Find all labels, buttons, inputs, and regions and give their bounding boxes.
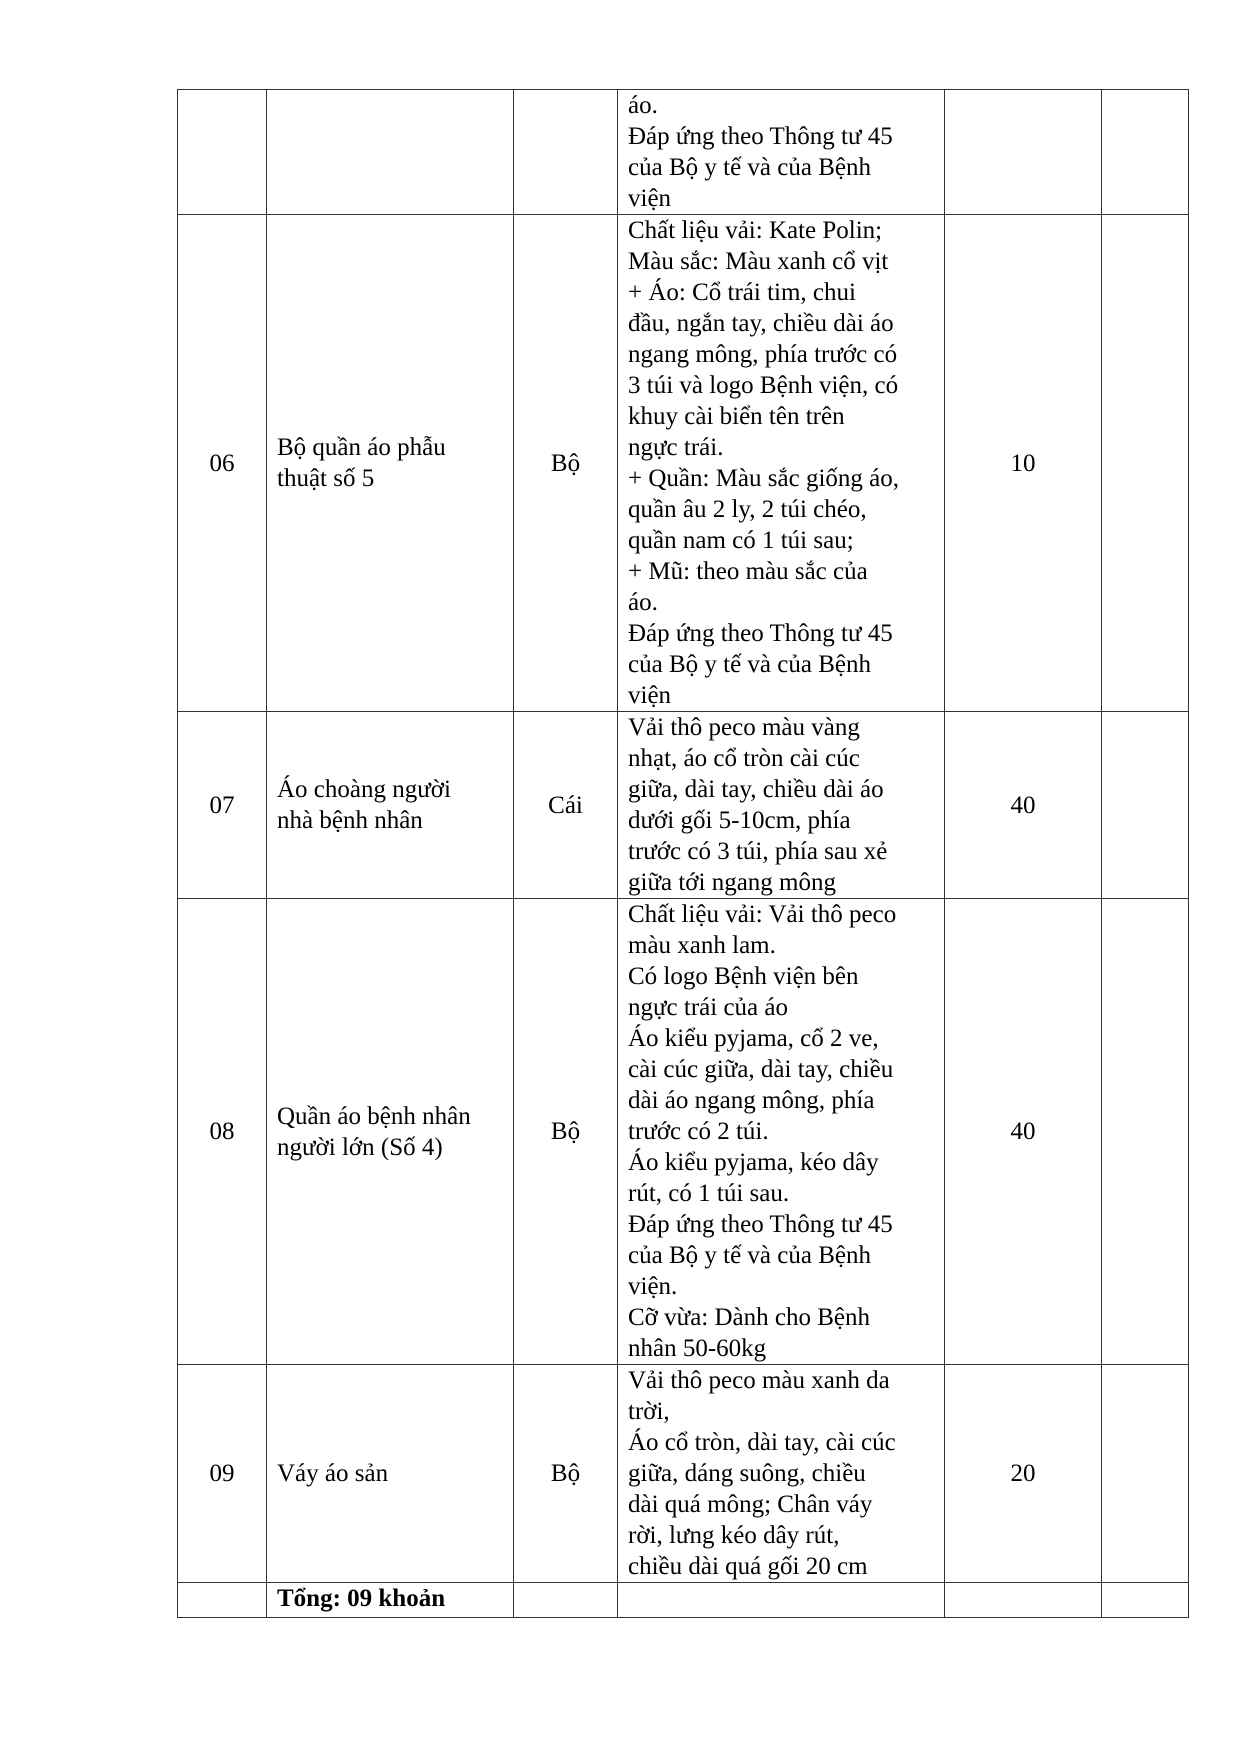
table-row xyxy=(178,90,1189,215)
item-name-line: Bộ quần áo phẫu xyxy=(277,434,446,461)
item-specification-line: Màu sắc: Màu xanh cổ vịt xyxy=(628,248,889,275)
item-specification-line: + Áo: Cổ trái tim, chui xyxy=(628,279,856,306)
table-body xyxy=(178,90,1189,1618)
item-specification-line: dưới gối 5-10cm, phía xyxy=(628,807,851,834)
item-specification-line: ngang mông, phía trước có xyxy=(628,341,898,368)
item-specification-line: viện xyxy=(628,185,672,212)
item-note xyxy=(1102,1365,1189,1583)
total-label: Tổng: 09 khoản xyxy=(267,1583,514,1618)
item-specification xyxy=(618,899,945,1365)
item-specification-line: Có logo Bệnh viện bên xyxy=(628,963,859,990)
item-note xyxy=(1102,215,1189,712)
item-specification-line: Đáp ứng theo Thông tư 45 xyxy=(628,620,893,647)
item-specification-line: ngực trái của áo xyxy=(628,994,788,1021)
item-specification-line: đầu, ngắn tay, chiều dài áo xyxy=(628,310,894,337)
item-specification-line: chiều dài quá gối 20 cm xyxy=(628,1553,868,1580)
item-specification-line: của Bộ y tế và của Bệnh xyxy=(628,651,871,678)
item-specification-line: 3 túi và logo Bệnh viện, có xyxy=(628,372,899,399)
item-specification-line: Áo cổ tròn, dài tay, cài cúc xyxy=(628,1429,896,1456)
item-unit: Bộ xyxy=(514,215,618,712)
item-quantity: 40 xyxy=(945,899,1102,1365)
total-row xyxy=(178,1583,1189,1618)
total-empty-cell xyxy=(178,1583,267,1618)
item-specification-line: Áo kiểu pyjama, cổ 2 ve, xyxy=(628,1025,879,1052)
item-note xyxy=(1102,899,1189,1365)
item-specification xyxy=(618,90,945,215)
item-number: 09 xyxy=(178,1365,267,1583)
item-specification-line: rút, có 1 túi sau. xyxy=(628,1180,790,1207)
item-name-line: nhà bệnh nhân xyxy=(277,807,423,834)
item-specification-line: Đáp ứng theo Thông tư 45 xyxy=(628,1211,893,1238)
total-empty-cell xyxy=(514,1583,618,1618)
item-specification-line: viện xyxy=(628,682,672,709)
total-empty-cell xyxy=(1102,1583,1189,1618)
item-number xyxy=(178,90,267,215)
item-quantity xyxy=(945,90,1102,215)
item-name-line: Quần áo bệnh nhân xyxy=(277,1102,471,1130)
item-specification-line: trời, xyxy=(628,1398,670,1425)
item-specification-line: Vải thô peco màu vàng xyxy=(628,714,860,741)
item-quantity: 10 xyxy=(945,215,1102,712)
item-specification-line: trước có 3 túi, phía sau xẻ xyxy=(628,838,888,865)
item-specification-line: dài quá mông; Chân váy xyxy=(628,1491,873,1518)
item-name xyxy=(267,899,514,1365)
item-specification-line: Đáp ứng theo Thông tư 45 xyxy=(628,123,893,150)
item-specification-line: + Mũ: theo màu sắc của xyxy=(628,558,868,585)
item-number: 06 xyxy=(178,215,267,712)
item-specification-line: nhân 50-60kg xyxy=(628,1335,767,1362)
specification-table xyxy=(177,89,1189,1618)
item-specification-line: Vải thô peco màu xanh da xyxy=(628,1367,890,1394)
table-row xyxy=(178,712,1189,899)
total-empty-cell xyxy=(618,1583,945,1618)
item-specification-line: Chất liệu vải: Kate Polin; xyxy=(628,217,883,244)
total-empty-cell xyxy=(945,1583,1102,1618)
item-note xyxy=(1102,712,1189,899)
item-name xyxy=(267,712,514,899)
table-row xyxy=(178,215,1189,712)
item-specification-line: khuy cài biển tên trên xyxy=(628,403,845,430)
item-number: 08 xyxy=(178,899,267,1365)
item-specification-line: giữa tới ngang mông xyxy=(628,869,836,896)
item-specification xyxy=(618,712,945,899)
item-unit: Bộ xyxy=(514,899,618,1365)
table-row xyxy=(178,899,1189,1365)
item-specification-line: áo. xyxy=(628,589,658,616)
item-name xyxy=(267,215,514,712)
item-specification-line: giữa, dáng suông, chiều xyxy=(628,1460,866,1487)
item-specification-line: màu xanh lam. xyxy=(628,932,776,959)
item-specification-line: Cỡ vừa: Dành cho Bệnh xyxy=(628,1304,871,1331)
item-name xyxy=(267,1365,514,1583)
item-specification-line: nhạt, áo cổ tròn cài cúc xyxy=(628,745,860,772)
item-specification-line: cài cúc giữa, dài tay, chiều xyxy=(628,1056,894,1083)
item-specification-line: Áo kiểu pyjama, kéo dây xyxy=(628,1149,879,1176)
item-specification-line: của Bộ y tế và của Bệnh xyxy=(628,1242,871,1269)
item-specification-line: quần nam có 1 túi sau; xyxy=(628,527,854,554)
item-name-line: thuật số 5 xyxy=(277,465,375,492)
item-specification-line: + Quần: Màu sắc giống áo, xyxy=(628,465,899,492)
item-specification xyxy=(618,1365,945,1583)
item-specification-line: ngực trái. xyxy=(628,434,724,461)
item-specification-line: của Bộ y tế và của Bệnh xyxy=(628,154,871,181)
item-name-line: Áo choàng người xyxy=(277,776,451,803)
item-name xyxy=(267,90,514,215)
item-specification-line: trước có 2 túi. xyxy=(628,1118,769,1145)
table-row xyxy=(178,1365,1189,1583)
item-name-line: người lớn (Số 4) xyxy=(277,1133,443,1161)
item-unit: Cái xyxy=(514,712,618,899)
item-specification-line: rời, lưng kéo dây rút, xyxy=(628,1522,840,1549)
item-specification-line: giữa, dài tay, chiều dài áo xyxy=(628,776,884,803)
item-name-line: Váy áo sản xyxy=(277,1460,389,1487)
item-quantity: 40 xyxy=(945,712,1102,899)
item-unit: Bộ xyxy=(514,1365,618,1583)
item-quantity: 20 xyxy=(945,1365,1102,1583)
item-specification-line: quần âu 2 ly, 2 túi chéo, xyxy=(628,496,867,523)
item-specification-line: dài áo ngang mông, phía xyxy=(628,1087,875,1114)
item-specification xyxy=(618,215,945,712)
item-specification-line: áo. xyxy=(628,92,658,119)
item-specification-line: Chất liệu vải: Vải thô peco xyxy=(628,901,897,928)
item-number: 07 xyxy=(178,712,267,899)
item-unit xyxy=(514,90,618,215)
item-note xyxy=(1102,90,1189,215)
item-specification-line: viện. xyxy=(628,1273,678,1300)
